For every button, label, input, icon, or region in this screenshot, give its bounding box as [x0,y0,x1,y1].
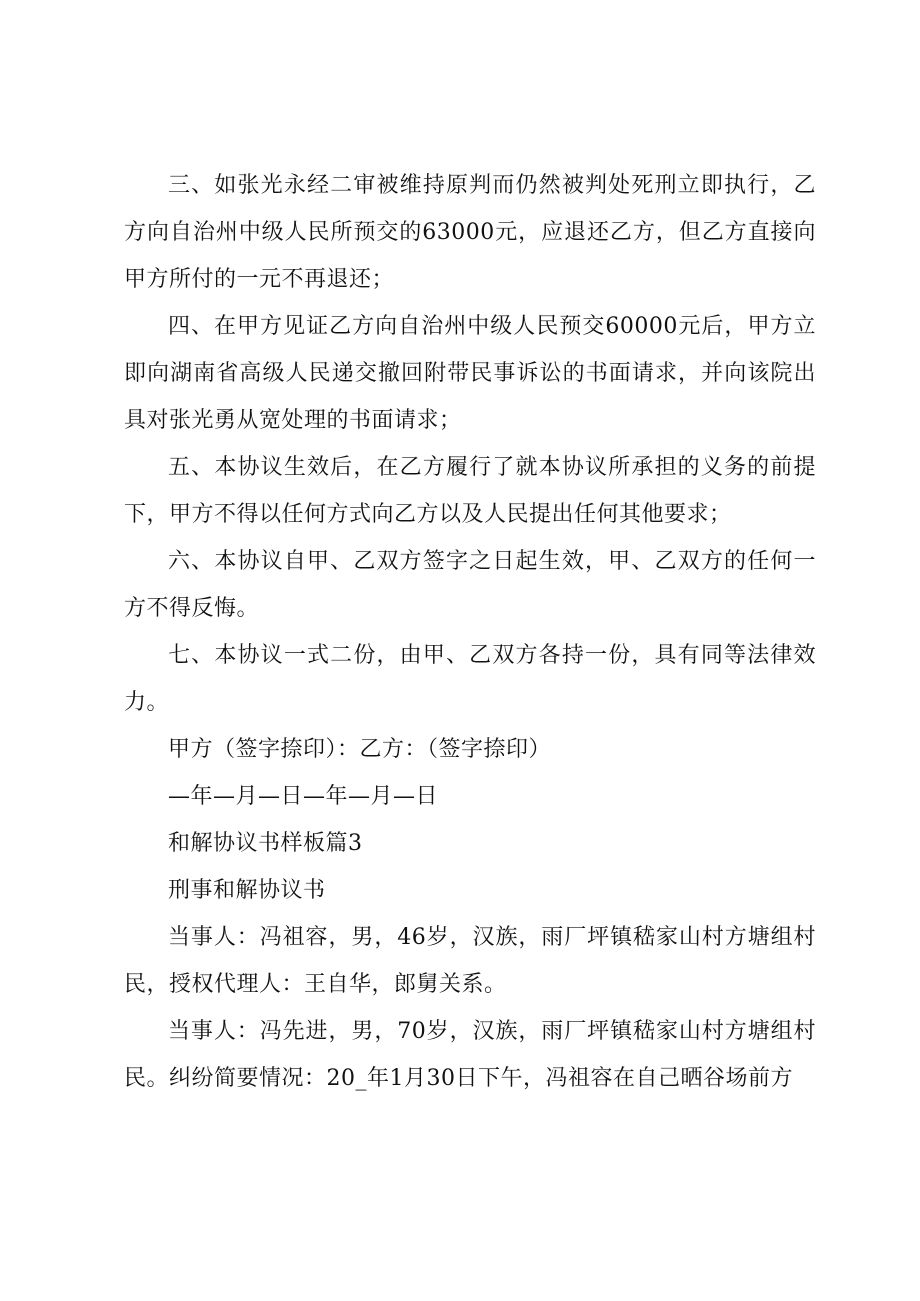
clause-5-paragraph: 五、本协议生效后，在乙方履行了就本协议所承担的义务的前提下，甲方不得以任何方式向乙方以及人民提出任何其他要求； [124,455,816,527]
document-body [124,162,816,1102]
clause-3-paragraph: 三、如张光永经二审被维持原判而仍然被判处死刑立即执行，乙方向自治州中级人民所预交的63000元，应退还乙方，但乙方直接向甲方所付的一元不再退还； [124,173,816,292]
date-line: —年—月—日—年—月—日 [168,784,439,809]
clause-6-paragraph: 六、本协议自甲、乙双方签字之日起生效，甲、乙双方的任何一方不得反悔。 [124,549,816,621]
section-heading: 和解协议书样板篇3 [168,831,363,856]
party-2-paragraph: 当事人：冯先进，男，70岁，汉族，雨厂坪镇嵇家山村方塘组村民。纠纷简要情况：20_年1月30日下午，冯祖容在自己晒谷场前方 [124,1019,816,1091]
party-1-paragraph: 当事人：冯祖容，男，46岁，汉族，雨厂坪镇嵇家山村方塘组村民，授权代理人：王自华，郎舅关系。 [124,925,816,997]
document-title: 刑事和解协议书 [168,878,326,903]
clause-4-paragraph: 四、在甲方见证乙方向自治州中级人民预交60000元后，甲方立即向湖南省高级人民递交撤回附带民事诉讼的书面请求，并向该院出具对张光勇从宽处理的书面请求； [124,314,816,433]
clause-7-paragraph: 七、本协议一式二份，由甲、乙双方各持一份，具有同等法律效力。 [124,643,816,715]
signature-line: 甲方（签字捺印）：乙方：（签字捺印） [168,737,552,762]
